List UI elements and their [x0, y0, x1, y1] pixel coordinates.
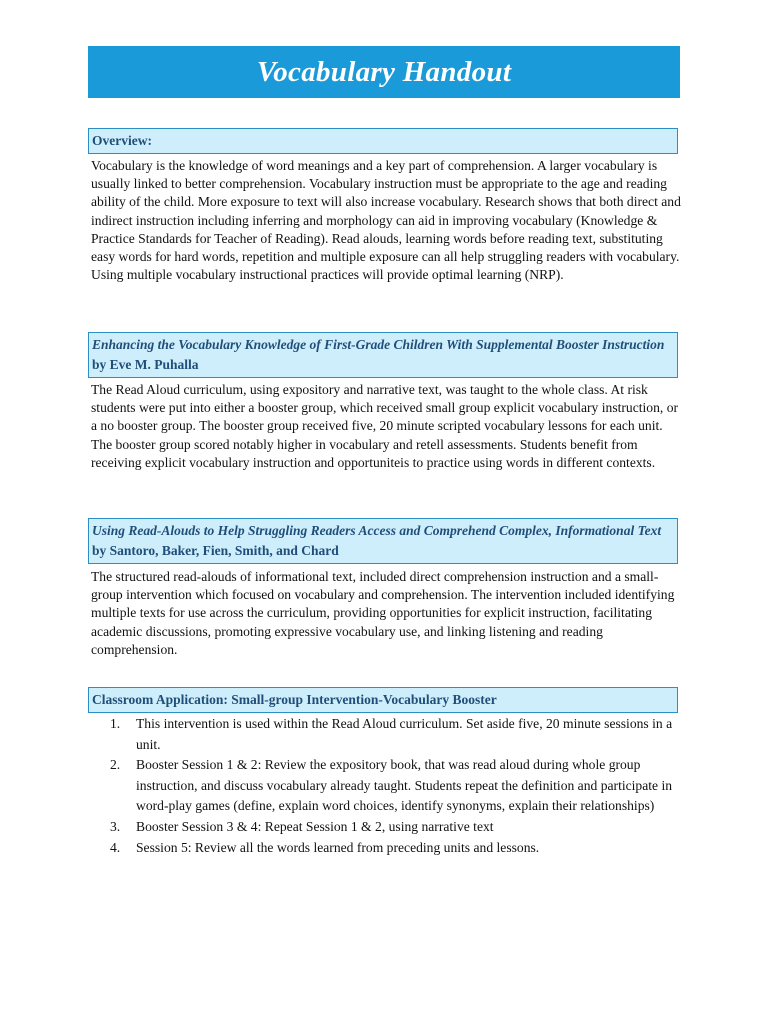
step-item: [88, 817, 680, 838]
step-number: 2.: [110, 757, 121, 773]
step-number: 3.: [110, 818, 121, 834]
page-title: Vocabulary Handout: [256, 55, 512, 88]
step-number: 1.: [110, 716, 121, 731]
article2-header: [88, 518, 678, 564]
article2-title: Using Read-Alouds to Help Struggling Readers Access and Comprehend Complex, Informational Text: [92, 523, 662, 538]
article2-author: by Santoro, Baker, Fien, Smith, and Chard: [92, 543, 339, 558]
step-item: [88, 714, 680, 755]
article1-header: [88, 332, 678, 378]
article2-paragraph: The structured read-alouds of informational text, included direct comprehension instruction and a small-group intervention which focused on vocabulary and comprehension. The intervention included identifying multiple texts for use across the curriculum, providing opportunities for explicit instruction, facilitating academic discussions, promoting expressive vocabulary use, and linking listening and reading comprehension.: [91, 569, 675, 657]
step-item: [88, 838, 680, 859]
step-number: 4.: [110, 839, 121, 855]
step-text: Session 5: Review all the words learned from preceding units and lessons.: [136, 839, 540, 855]
application-header-label: Classroom Application: Small-group Intervention-Vocabulary Booster: [92, 692, 497, 707]
article1-author: by Eve M. Puhalla: [92, 357, 199, 372]
application-header: [88, 687, 678, 713]
article1-paragraph: The Read Aloud curriculum, using expository and narrative text, was taught to the whole class. At risk students were put into either a booster group, which received small group explicit vocabulary instruction, or a no booster group. The booster group received five, 20 minute scripted vocabulary lessons for each unit. The booster group scored notably higher in vocabulary and retell assessments. Students benefit from receiving explicit vocabulary instruction and opportuniteis to practice using words in different contexts.: [91, 382, 679, 470]
title-banner: [88, 46, 680, 98]
step-text: Booster Session 1 & 2: Review the expository book, that was read aloud during whole group instruction, and discuss vocabulary already taught. Students repeat the definition and participate in word-play games (define, explain word choices, identify synonyms, explain their relationships): [136, 757, 673, 814]
step-text: This intervention is used within the Read Aloud curriculum. Set aside five, 20 minute sessions in a unit.: [136, 716, 673, 752]
application-steps: [88, 714, 680, 858]
overview-paragraph: Vocabulary is the knowledge of word meanings and a key part of comprehension. A larger vocabulary is usually linked to better comprehension. Vocabulary instruction must be appropriate to the age and reading ability of the child. More exposure to text will also increase vocabulary. Research shows that both direct and indirect instruction including inferring and morphology can aid in improving vocabulary (Knowledge & Practice Standards for Teacher of Reading). Read alouds, learning words before reading text, substituting easy words for hard words, repetition and multiple exposure can all help struggling readers with vocabulary. Using multiple vocabulary instructional practices will provide optimal learning (NRP).: [91, 158, 681, 283]
overview-header: [88, 128, 678, 154]
article1-title: Enhancing the Vocabulary Knowledge of First-Grade Children With Supplemental Booster Instruction: [92, 337, 665, 352]
overview-header-label: Overview:: [92, 133, 152, 148]
step-text: Booster Session 3 & 4: Repeat Session 1 & 2, using narrative text: [136, 818, 494, 834]
step-item: [88, 755, 680, 817]
